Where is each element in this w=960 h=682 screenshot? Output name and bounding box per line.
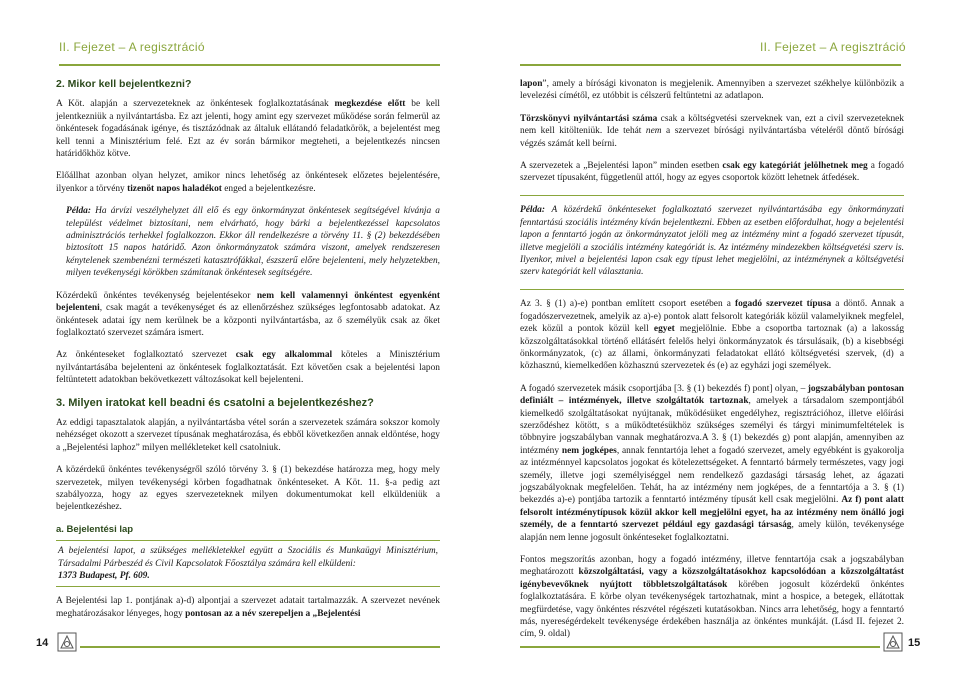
right-paragraph-1: lapon”, amely a bírósági kivonaton is megjelenik. Amennyiben a szervezet székhelye különbözik a levelezési címétől, ez utóbbit is célszerű feltüntetni az adatlapon. (520, 79, 904, 102)
left-ornament-icon (57, 632, 77, 652)
left-page-number: 14 (36, 637, 49, 649)
left-paragraph-2: Előállhat azonban olyan helyzet, amikor nincs lehetőség az önkéntesek előzetes bejelentésére, ilyenkor a törvény tizenöt napos haladékot enged a bejelentkezésre. (56, 171, 440, 194)
left-paragraph-3: Közérdekű önkéntes tevékenység bejelentésekor nem kell valamennyi önkéntest egyenként bejelenteni, csak magát a tevékenységet és az ellenőrzéshez szükséges legfontosabb adatokat. Az önkéntesek adatai így nem kerülnek be a központi nyilvántartásba, az ő személyük csak az őket foglalkoztató szervezet számára ismert. (56, 290, 440, 338)
left-header-rule (59, 64, 440, 66)
right-ornament-icon (883, 632, 903, 652)
left-chapter-header: II. Fejezet – A regisztráció (59, 40, 205, 54)
right-column (520, 78, 904, 651)
right-chapter-header: II. Fejezet – A regisztráció (760, 40, 906, 54)
right-paragraph-2: Törzskönyvi nyilvántartási száma csak a költségvetési szerveknek van, ezt a civil szervezeteknek nem kell kitölteniük. Ide tehát nem a szervezet bírósági nyilvántartásba vételéről döntő bírósági végzés számát kell beírni. (520, 113, 904, 149)
left-footer-rule (80, 646, 440, 648)
heading-documents: 3. Milyen iratokat kell beadni és csatolni a bejelentkezéshez? (56, 396, 374, 409)
right-paragraph-3: A szervezetek a „Bejelentési lapon” minden esetben csak egy kategóriát jelölhetnek meg a fogadó szervezet típusaként, függetlenül attól, hogy az egyes csoportok között lehetnek átfedések. (520, 161, 904, 184)
left-column (56, 78, 440, 630)
right-example: Példa: A közérdekű önkénteseket foglalkoztató szervezet nyilvántartásába egy önkormányzati fenntartású szociális intézmény kíván bejelentkezni. Ebben az esetben előfordulhat, hogy a bejelentési lapon a fenntartó jogán az önkormányzatot jelöli meg az intézmény mint a fogadó szervezet típusát, illetve megjelöli a szociális intézmény kategóriát is. Az intézmény mindezekben költségvetési szerv is. Ilyenkor, mivel a bejelentési lapon csak egy típust lehet megjelölni, az intézménynek a költségvetési szerv kategóriát kell választania. (520, 205, 904, 278)
right-paragraph-5: A fogadó szervezetek másik csoportjába [3. § (1) bekezdés f) pont] olyan, – jogszabályban pontosan definiált – intézmények, illetve szolgáltatók tartoznak, amelyek a társadalom szempontjából kiemelkedő szolgáltatásokat nyújtanak, működésüket engedélyhez, regisztrációhoz, illetve előírási szerződéshez kötött, s a működtetésükhöz szükséges személyi és tárgyi minimumfeltételek is többnyire jogszabályban vannak meghatározva.A 3. § (1) bekezdés g) pont alapján, amennyiben az intézmény nem jogképes, annak fenntartója lehet a fogadó szervezet, amely egyébként is gyakorolja az intézménnyel kapcsolatos jogokat és kötelezettségeket. A fenntartó bármely természetes, vagy jogi személy, illetve jogi személyiséggel nem rendelkező gazdasági társaság lehet, az ágazati jogszabályoknak megfelelően. Tehát, ha az intézmény nem jogképes, de a fenntartója a 3. § (1) bekezdés a)-e) pontjába tartozik a fenntartó intézmény típusát kell csak megjelölni. Az f) pont alatt felsorolt intézménytípusok közül akkor kell megjelölni egyet, ha az intézmény nem önálló jogi személy, de a fenntartó szervezet például egy gazdasági társaság, amely külön, tevékenysége alapján nem lenne jogosult önkénteseket foglalkoztatni. (520, 383, 905, 543)
postal-address: 1373 Budapest, Pf. 609. (58, 571, 150, 581)
address-box: A bejelentési lapot, a szükséges mellékletekkel együtt a Szociális és Munkaügyi Minisztérium, Társadalmi Párbeszéd és Civil Kapcsolatok Főosztálya számára kell elküldeni: 1373 Budapest, Pf. 609. (56, 540, 440, 587)
right-paragraph-4: Az 3. § (1) a)-e) pontban említett csoport esetében a fogadó szervezet típusa a döntő. Annak a fogadószervezetnek, amelyik az a)-e) pontok alatt felsorolt kategóriák közül valamelyiknek megfelel, ezek közül a pontok közül kell egyet megjelölnie. Ebbe a csoportba tartoznak (a) a lakosság közszolgáltatásokkal történő ellátásért felelős helyi önkormányzatok és társulásaik, (b) a kisebbségi önkormányzatok, (c) az állami, önkormányzati feladatokat ellátó költségvetési szervek, (d) a közhasznú, kiemelkedően közhasznú szervezetek és (e) az egyházi jogi személyek. (520, 299, 905, 372)
left-paragraph-6: A közérdekű önkéntes tevékenységről szóló törvény 3. § (1) bekezdése határozza meg, hogy mely szervezetek, milyen tevékenységi körben fogadhatnak önkénteseket. A Köt. 11. §-a pedig azt szabályozza, hogy az egyes szervezeteknek milyen dokumentumokat kell elküldeniük a bejelentkezéshez. (56, 465, 440, 513)
right-paragraph-6: Fontos megszorítás azonban, hogy a fogadó intézmény, illetve fenntartója csak a jogszabályban meghatározott közszolgáltatási, vagy a közszolgáltatásokhoz kapcsolódóan a közszolgáltatást igénybevevőknek nyújtott többletszolgáltatások körében jogosult közérdekű önkéntes foglalkoztatására. E körbe olyan tevékenységek tartozhatnak, mint a hospice, a betegek, ellátottak megfürdetése, vagy önkéntes részvétel régészeti kutatásokban. Nincs arra lehetőség, hogy a fenntartó más, nyereségérdekelt tevékenysége érdekében használja az önkéntes munkáját. (Lásd II. fejezet 2. cím, 9. oldal) (520, 555, 905, 640)
left-paragraph-1: A Köt. alapján a szervezeteknek az önkéntesek foglalkoztatásának megkezdése előtt be kell jelentkezniük a nyilvántartásba. Ez azt jelenti, hogy amint egy szervezet működése során felmerül az önkéntesek fogadásának igénye, és tisztázódnak az általuk ellátandó feladatkörök, a bejelentést meg kell tenni a Minisztérium felé. Ezt az év során bármikor megteheti, a bejelentkezés nincsen határidőkhöz kötve. (56, 99, 440, 160)
left-paragraph-7: A Bejelentési lap 1. pontjának a)-d) alpontjai a szervezet adatait tartalmazzák. A szervezet nevének meghatározásakor lényeges, hogy pontosan az a név szerepeljen a „Bejelentési (56, 596, 440, 619)
example-bottom-rule (520, 289, 904, 291)
right-header-rule (520, 64, 901, 66)
right-footer-rule (520, 646, 880, 648)
left-example: Példa: Ha árvízi veszélyhelyzet áll elő és egy önkormányzat önkéntesek segítségével kívánja a települést védelmet biztosítani, nem elvárható, hogy bárki a bejelentkezéssel kapcsolatos adminisztrációs terhekkel foglalkozzon. Ekkor áll rendelkezésre a törvény 11. § (2) bekezdésében biztosított 15 napos határidő. Azon önkormányzatok számára viszont, amelyek rendszeresen kénytelenek szembenézni természeti katasztrófákkal, észszerű előre bejelenteni, mely helyzetekben, milyen tevékenységi körökben számítanak önkéntesek segítségére. (66, 206, 440, 279)
example-top-rule (520, 195, 904, 197)
heading-when-to-register: 2. Mikor kell bejelentkezni? (56, 78, 192, 90)
left-paragraph-5: Az eddigi tapasztalatok alapján, a nyilvántartásba vétel során a szervezetek számára sokszor komoly nehézséget okozott a szervezet típusának meghatározása, és ebből következően annak eldöntése, hogy a „Bejelentési laphoz” milyen mellékleteket kell csatolniuk. (56, 417, 440, 453)
right-page-number: 15 (908, 637, 921, 649)
left-paragraph-4: Az önkénteseket foglalkoztató szervezet csak egy alkalommal köteles a Minisztérium nyilvántartásába bejelenteni az önkéntesek foglalkoztatását. Ezt követően csak a bejelentési lapon feltüntetett adatokban bekövetkezett változásokat kell bejelenteni. (56, 350, 440, 386)
subheading-registration-form: a. Bejelentési lap (56, 523, 134, 535)
